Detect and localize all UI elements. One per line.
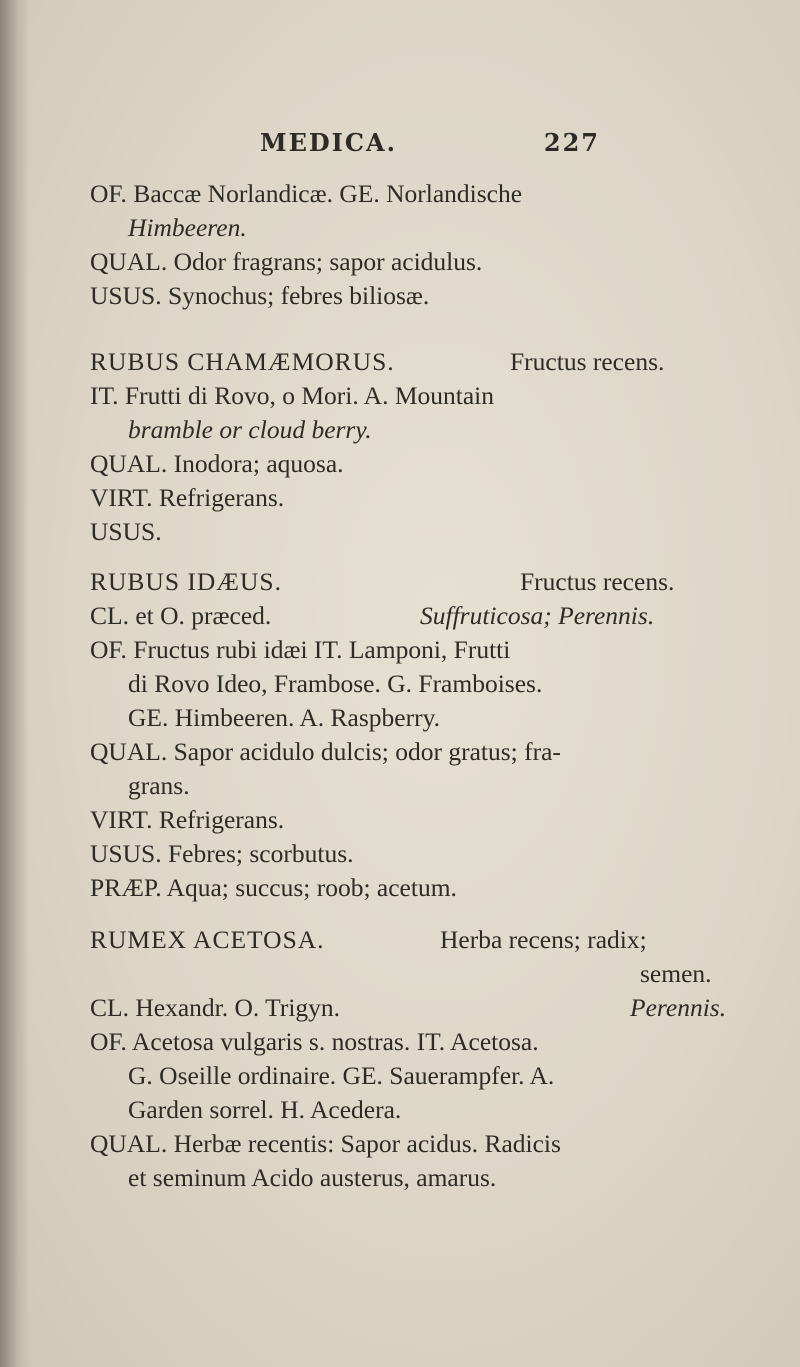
text-line: VIRT. Refrigerans. [90, 483, 285, 512]
text-line: OF. Acetosa vulgaris s. nostras. IT. Acetosa. [90, 1027, 539, 1056]
text-line: Fructus recens. [510, 347, 665, 376]
text-line: et seminum Acido austerus, amarus. [128, 1163, 497, 1192]
page-edge-shadow [0, 0, 30, 1367]
entry-heading: RUBUS CHAMÆMORUS. [90, 347, 395, 376]
text-line: Perennis. [630, 993, 727, 1022]
text-line: USUS. [90, 517, 162, 546]
running-header [260, 128, 600, 164]
text-line: CL. Hexandr. O. Trigyn. [90, 993, 341, 1022]
text-line: USUS. Febres; scorbutus. [90, 839, 354, 868]
text-line: GE. Himbeeren. A. Raspberry. [128, 703, 441, 732]
text-line: USUS. Synochus; febres biliosæ. [90, 281, 430, 310]
page-number: 227 [543, 128, 600, 157]
text-line: QUAL. Herbæ recentis: Sapor acidus. Radicis [90, 1129, 561, 1158]
text-line: QUAL. Sapor acidulo dulcis; odor gratus; fra- [90, 737, 561, 766]
text-line: Fructus recens. [520, 567, 675, 596]
text-line: bramble or cloud berry. [128, 415, 372, 444]
text-line: OF. Fructus rubi idæi IT. Lamponi, Frutti [90, 635, 511, 664]
text-line: QUAL. Inodora; aquosa. [90, 449, 344, 478]
text-line: grans. [128, 771, 190, 800]
text-line: Suffruticosa; Perennis. [420, 601, 655, 630]
text-line: G. Oseille ordinaire. GE. Sauerampfer. A. [128, 1061, 555, 1090]
text-line: PRÆP. Aqua; succus; roob; acetum. [90, 873, 457, 902]
entry-heading: RUBUS IDÆUS. [90, 567, 282, 596]
text-line: VIRT. Refrigerans. [90, 805, 285, 834]
text-line: semen. [640, 959, 712, 988]
text-line: Himbeeren. [128, 213, 247, 242]
text-line: QUAL. Odor fragrans; sapor acidulus. [90, 247, 483, 276]
text-line: OF. Baccæ Norlandicæ. GE. Norlandische [90, 179, 523, 208]
text-line: CL. et O. præced. [90, 601, 272, 630]
text-line: Garden sorrel. H. Acedera. [128, 1095, 402, 1124]
text-line: Herba recens; radix; [440, 925, 647, 954]
entry-heading: RUMEX ACETOSA. [90, 925, 325, 954]
header-title: MEDICA. [260, 128, 397, 157]
text-line: IT. Frutti di Rovo, o Mori. A. Mountain [90, 381, 494, 410]
text-line: di Rovo Ideo, Frambose. G. Framboises. [128, 669, 543, 698]
